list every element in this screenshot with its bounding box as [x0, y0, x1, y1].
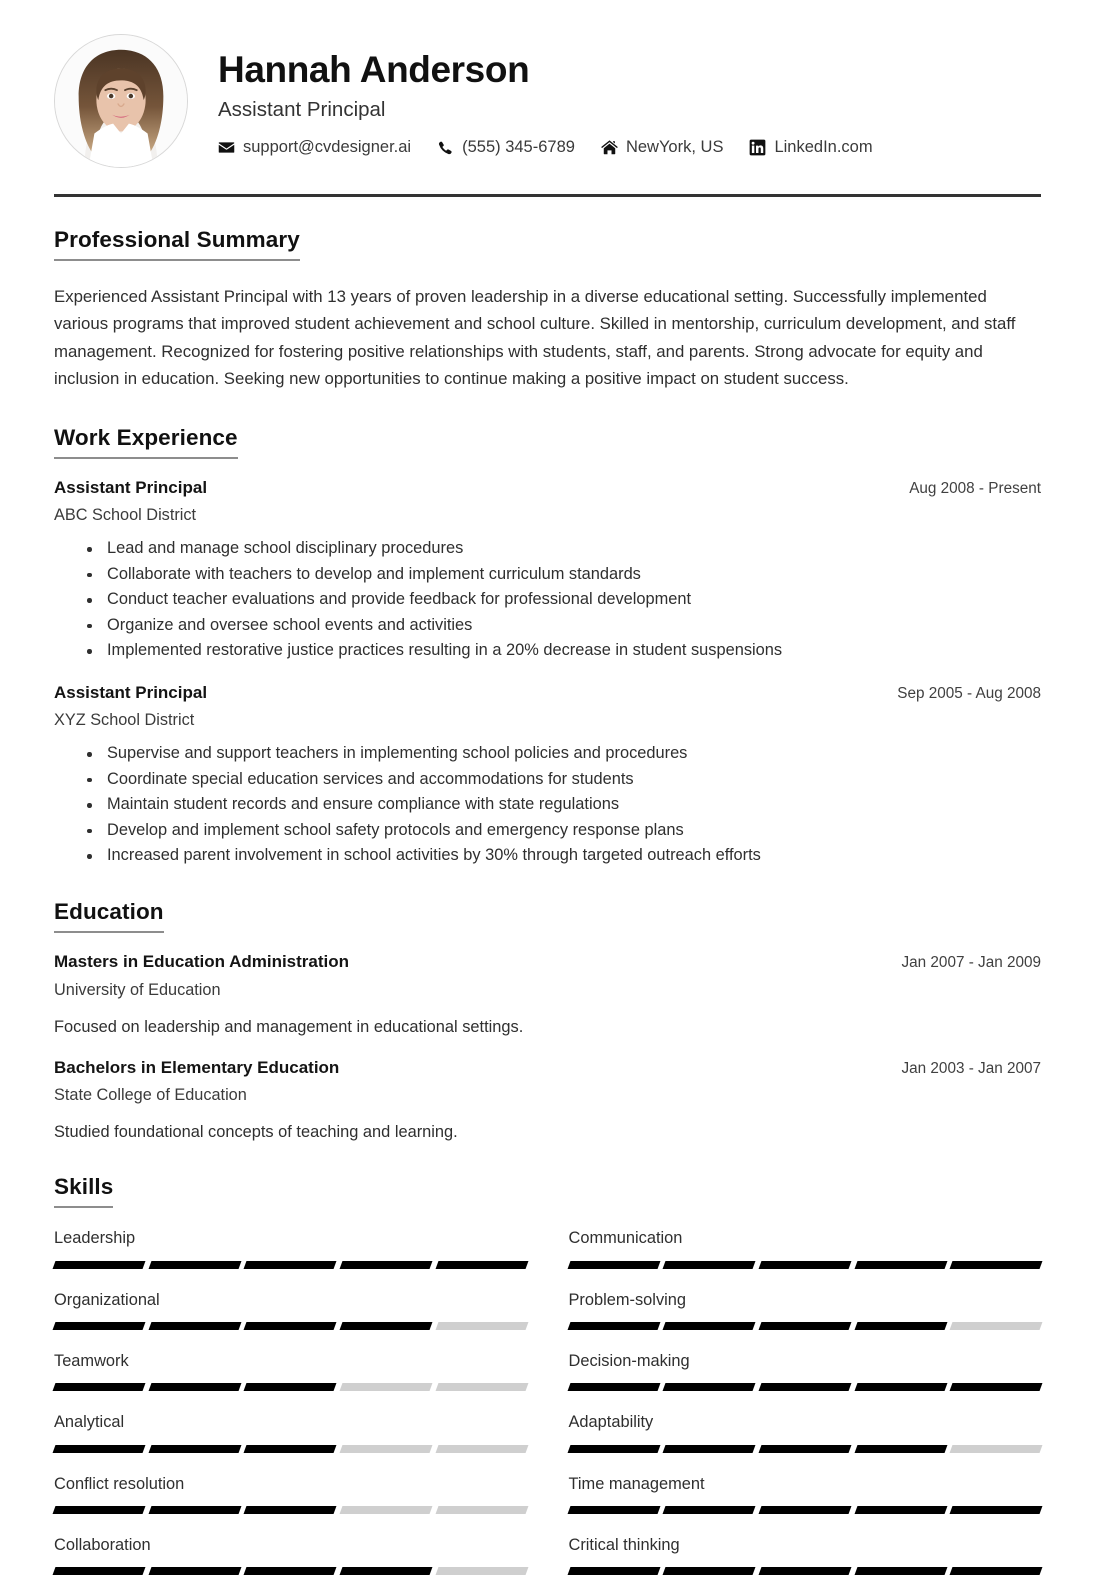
skill-item	[569, 1474, 1042, 1514]
work-entry-date: Aug 2008 - Present	[909, 479, 1041, 497]
list-item: Develop and implement school safety protocols and emergency response plans	[87, 818, 1041, 843]
contact-phone[interactable]	[437, 138, 575, 157]
skill-level-bar	[569, 1322, 1042, 1330]
skill-level-segment	[663, 1383, 756, 1391]
list-item: Increased parent involvement in school activities by 30% through targeted outreach efforts	[87, 843, 1041, 868]
skill-name: Adaptability	[568, 1413, 654, 1432]
skill-level-segment	[663, 1567, 756, 1575]
education-entry-date: Jan 2003 - Jan 2007	[901, 1059, 1041, 1077]
contact-linkedin-label: LinkedIn.com	[774, 137, 873, 156]
skill-level-segment	[567, 1383, 660, 1391]
skill-item	[54, 1474, 527, 1514]
skill-level-segment	[758, 1261, 851, 1269]
skill-level-segment	[854, 1506, 947, 1514]
skill-level-segment	[244, 1261, 337, 1269]
skill-level-bar	[54, 1445, 527, 1453]
skill-level-segment	[567, 1567, 660, 1575]
skill-name: Time management	[568, 1474, 705, 1493]
skill-level-segment	[340, 1506, 433, 1514]
skill-level-segment	[340, 1322, 433, 1330]
list-item: Implemented restorative justice practices resulting in a 20% decrease in student suspensions	[87, 638, 1041, 663]
skill-name: Leadership	[54, 1229, 136, 1248]
skill-name: Decision-making	[568, 1352, 690, 1371]
skill-level-segment	[148, 1383, 241, 1391]
skill-level-segment	[950, 1506, 1043, 1514]
list-item: Collaborate with teachers to develop and implement curriculum standards	[87, 562, 1041, 587]
skill-level-segment	[244, 1322, 337, 1330]
phone-icon	[437, 139, 454, 156]
contact-location[interactable]	[601, 138, 724, 157]
education-entry-date: Jan 2007 - Jan 2009	[901, 953, 1041, 971]
skill-level-segment	[950, 1567, 1043, 1575]
skill-level-bar	[569, 1383, 1042, 1391]
education-entry-desc: Focused on leadership and management in educational settings.	[54, 1017, 524, 1036]
skill-level-segment	[435, 1383, 528, 1391]
skill-level-segment	[340, 1567, 433, 1575]
section-skills	[54, 1174, 1041, 1596]
skill-level-bar	[569, 1261, 1042, 1269]
contact-email-label: support@cvdesigner.ai	[243, 137, 412, 156]
list-item: Maintain student records and ensure compliance with state regulations	[87, 792, 1041, 817]
work-entry-bullets	[54, 536, 1041, 663]
skill-name: Collaboration	[54, 1536, 151, 1555]
education-entry-title: Masters in Education Administration	[54, 951, 350, 971]
skills-grid	[54, 1228, 1041, 1596]
work-entry-head	[54, 682, 1041, 705]
skill-level-segment	[53, 1506, 146, 1514]
skill-level-segment	[340, 1445, 433, 1453]
education-entry-head	[54, 951, 1041, 974]
skill-level-segment	[758, 1445, 851, 1453]
skill-level-bar	[54, 1383, 527, 1391]
skill-item	[54, 1290, 527, 1330]
skill-level-segment	[854, 1383, 947, 1391]
education-entry	[54, 1057, 1041, 1145]
skill-level-segment	[950, 1261, 1043, 1269]
identity-block	[218, 45, 873, 156]
contact-location-label: NewYork, US	[625, 137, 724, 156]
skill-level-segment	[148, 1445, 241, 1453]
resume-header	[54, 0, 1041, 168]
education-entry-desc: Studied foundational concepts of teaching and learning.	[54, 1123, 458, 1142]
page-title: Hannah Anderson	[218, 49, 530, 91]
skill-level-segment	[244, 1506, 337, 1514]
skill-level-segment	[340, 1261, 433, 1269]
skill-level-segment	[950, 1445, 1043, 1453]
skill-level-bar	[569, 1445, 1042, 1453]
skill-level-segment	[854, 1567, 947, 1575]
skill-level-segment	[758, 1506, 851, 1514]
work-entry-org: ABC School District	[54, 506, 197, 525]
profile-photo	[55, 35, 187, 167]
skill-name: Problem-solving	[568, 1290, 687, 1309]
work-entry-title: Assistant Principal	[54, 682, 208, 702]
skill-level-segment	[435, 1506, 528, 1514]
contact-list	[218, 138, 873, 157]
skill-level-segment	[340, 1383, 433, 1391]
skill-level-segment	[53, 1383, 146, 1391]
work-entry-date: Sep 2005 - Aug 2008	[897, 684, 1041, 702]
skill-level-segment	[244, 1383, 337, 1391]
skill-level-segment	[53, 1567, 146, 1575]
skill-level-segment	[148, 1506, 241, 1514]
education-entry-org: University of Education	[54, 980, 221, 999]
header-divider	[54, 194, 1041, 197]
work-entry	[54, 477, 1041, 664]
skill-level-segment	[663, 1445, 756, 1453]
list-item: Lead and manage school disciplinary procedures	[87, 536, 1041, 561]
skill-name: Conflict resolution	[54, 1474, 185, 1493]
skill-level-segment	[435, 1322, 528, 1330]
skill-level-segment	[435, 1261, 528, 1269]
list-item: Coordinate special education services and accommodations for students	[87, 767, 1041, 792]
skill-level-bar	[54, 1322, 527, 1330]
skill-level-segment	[567, 1506, 660, 1514]
skill-level-segment	[435, 1445, 528, 1453]
skill-level-segment	[663, 1261, 756, 1269]
skill-item	[569, 1412, 1042, 1452]
section-title-work: Work Experience	[54, 425, 238, 459]
skill-level-bar	[54, 1567, 527, 1575]
list-item: Conduct teacher evaluations and provide feedback for professional development	[87, 587, 1041, 612]
skill-item	[569, 1351, 1042, 1391]
summary-text: Experienced Assistant Principal with 13 years of proven leadership in a diverse educational setting. Successfully implemented various programs that improved student achievement and school culture. Skilled in mentorship, curriculum development, and staff management. Recognized for fostering positive relationships with students, staff, and parents. Strong advocate for equity and inclusion in education. Seeking new opportunities to continue making a positive impact on student success.	[54, 287, 1016, 389]
skill-name: Analytical	[54, 1413, 125, 1432]
skill-level-segment	[244, 1445, 337, 1453]
skill-level-segment	[148, 1261, 241, 1269]
skill-level-bar	[569, 1506, 1042, 1514]
section-title-education: Education	[54, 899, 164, 933]
skill-level-segment	[950, 1383, 1043, 1391]
work-entry-bullets	[54, 741, 1041, 868]
skill-level-segment	[567, 1445, 660, 1453]
skill-level-segment	[854, 1445, 947, 1453]
section-professional-summary	[54, 227, 1041, 393]
skill-item	[54, 1535, 527, 1575]
section-work-experience	[54, 425, 1041, 869]
skill-level-segment	[758, 1383, 851, 1391]
section-title-skills: Skills	[54, 1174, 113, 1208]
contact-linkedin[interactable]	[749, 138, 872, 157]
skill-level-bar	[54, 1261, 527, 1269]
skill-level-segment	[244, 1567, 337, 1575]
skill-level-segment	[567, 1261, 660, 1269]
skill-level-segment	[435, 1567, 528, 1575]
skill-level-bar	[569, 1567, 1042, 1575]
education-entry-title: Bachelors in Elementary Education	[54, 1057, 340, 1077]
skill-item	[54, 1228, 527, 1268]
work-entry-org: XYZ School District	[54, 711, 195, 730]
skill-level-segment	[53, 1445, 146, 1453]
contact-email[interactable]	[218, 138, 411, 157]
envelope-icon	[218, 139, 235, 156]
contact-phone-label: (555) 345-6789	[462, 137, 575, 156]
skill-level-segment	[53, 1322, 146, 1330]
skill-item	[569, 1535, 1042, 1575]
skill-level-segment	[854, 1261, 947, 1269]
linkedin-icon	[749, 139, 766, 156]
skill-level-segment	[758, 1322, 851, 1330]
skill-level-segment	[950, 1322, 1043, 1330]
skill-item	[54, 1351, 527, 1391]
section-education	[54, 899, 1041, 1145]
skill-level-segment	[148, 1567, 241, 1575]
skill-level-segment	[758, 1567, 851, 1575]
job-role: Assistant Principal	[218, 97, 386, 121]
skill-name: Organizational	[54, 1290, 160, 1309]
skill-level-segment	[663, 1506, 756, 1514]
avatar	[54, 34, 188, 168]
skill-level-bar	[54, 1506, 527, 1514]
education-entry-org: State College of Education	[54, 1086, 247, 1105]
work-entry-head	[54, 477, 1041, 500]
education-entry-head	[54, 1057, 1041, 1080]
skill-level-segment	[663, 1322, 756, 1330]
skill-level-segment	[53, 1261, 146, 1269]
skill-level-segment	[854, 1322, 947, 1330]
skill-item	[54, 1412, 527, 1452]
skill-item	[569, 1228, 1042, 1268]
skill-name: Teamwork	[54, 1352, 129, 1371]
home-icon	[601, 139, 618, 156]
skill-level-segment	[567, 1322, 660, 1330]
skill-item	[569, 1290, 1042, 1330]
list-item: Organize and oversee school events and activities	[87, 613, 1041, 638]
education-entry	[54, 951, 1041, 1039]
work-entry	[54, 682, 1041, 869]
skill-name: Communication	[568, 1229, 683, 1248]
section-title-summary: Professional Summary	[54, 227, 300, 261]
skill-level-segment	[148, 1322, 241, 1330]
work-entry-title: Assistant Principal	[54, 477, 208, 497]
list-item: Supervise and support teachers in implementing school policies and procedures	[87, 741, 1041, 766]
skill-name: Critical thinking	[568, 1536, 680, 1555]
